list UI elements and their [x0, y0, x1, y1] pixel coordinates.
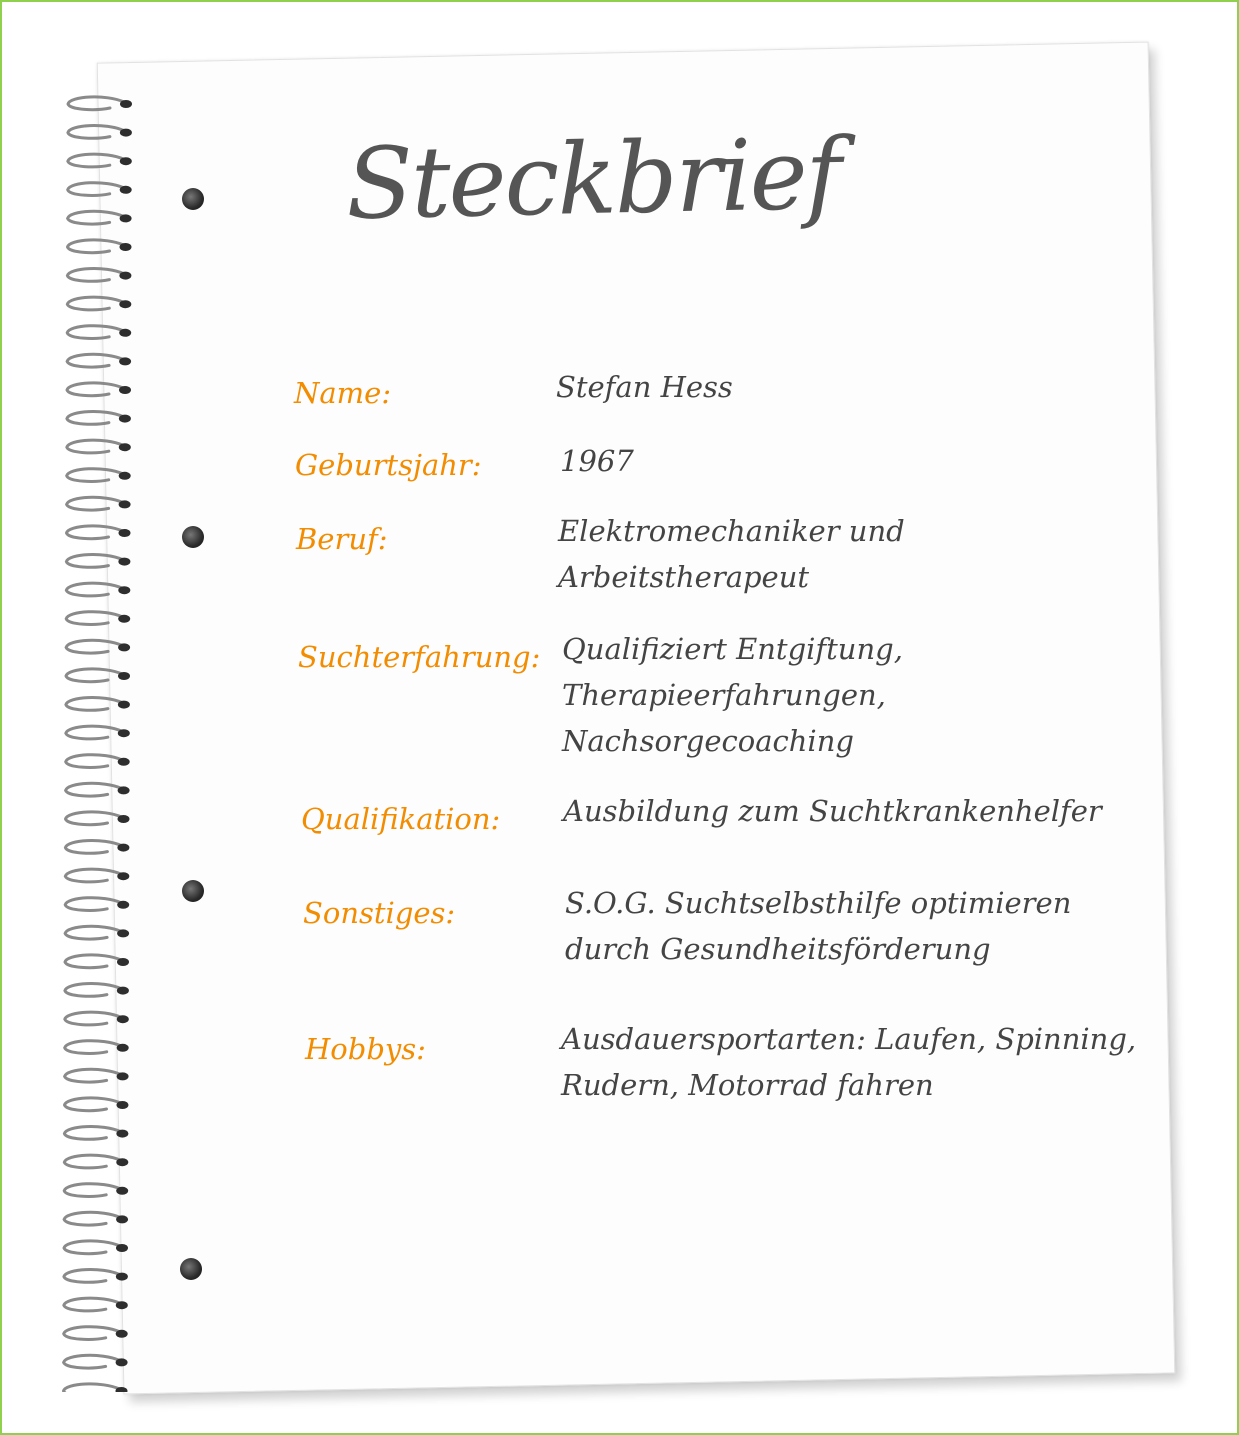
spiral-coil — [66, 555, 122, 568]
spiral-coil-end — [116, 1273, 128, 1281]
spiral-coil-end — [119, 472, 131, 480]
field-value-qualification — [563, 788, 1102, 834]
spiral-coil-end — [117, 958, 129, 966]
field-value-name — [556, 364, 1076, 410]
punch-hole-icon — [180, 1258, 202, 1280]
field-value-line: Qualifiziert Entgiftung, — [562, 632, 903, 666]
spiral-coil — [65, 1012, 121, 1025]
spiral-coil — [65, 955, 121, 968]
spiral-coil — [64, 1212, 120, 1225]
spiral-coil-end — [120, 186, 132, 194]
spiral-coil — [65, 1069, 121, 1082]
field-value-line: 1967 — [560, 444, 634, 478]
spiral-coil-end — [116, 1215, 128, 1223]
spiral-coil-end — [118, 586, 130, 594]
spiral-coil-end — [118, 729, 130, 737]
spiral-coil — [66, 755, 122, 768]
spiral-coil — [66, 612, 122, 625]
spiral-coil-end — [118, 615, 130, 623]
field-value-line: Ausbildung zum Suchtkrankenhelfer — [563, 794, 1102, 828]
spiral-coil-end — [116, 1130, 128, 1138]
spiral-coil — [67, 269, 123, 282]
spiral-coil — [64, 1355, 120, 1368]
spiral-coil — [68, 126, 124, 139]
spiral-coil-end — [116, 1158, 128, 1166]
spiral-coil — [65, 1041, 121, 1054]
field-value-hobbies — [561, 1016, 1137, 1108]
punch-hole-icon — [182, 526, 204, 548]
field-value-line: durch Gesundheitsförderung — [565, 932, 991, 966]
spiral-coil — [66, 726, 122, 739]
spiral-coil — [66, 812, 122, 825]
spiral-coil — [65, 898, 121, 911]
spiral-coil-end — [119, 415, 131, 423]
spiral-coil-end — [116, 1301, 128, 1309]
spiral-coil-end — [118, 558, 130, 566]
field-value-line: Therapieerfahrungen, — [562, 678, 886, 712]
field-label-addiction-experience: Suchterfahrung: — [298, 640, 541, 674]
spiral-coil-end — [118, 786, 130, 794]
spiral-coil-end — [116, 1187, 128, 1195]
spiral-coil — [64, 1241, 120, 1254]
spiral-coil — [64, 1127, 120, 1140]
spiral-coil — [66, 783, 122, 796]
spiral-coil-end — [118, 758, 130, 766]
spiral-coil-end — [116, 1244, 128, 1252]
spiral-coil — [64, 1270, 120, 1283]
spiral-coil-end — [117, 901, 129, 909]
spiral-coil-end — [118, 643, 130, 651]
punch-hole-icon — [182, 880, 204, 902]
field-value-line: Arbeitstherapeut — [558, 560, 810, 594]
spiral-coil-end — [116, 1330, 128, 1338]
spiral-coil — [67, 383, 123, 396]
field-value-line: Elektromechaniker und — [558, 514, 905, 548]
spiral-coil-end — [116, 1358, 128, 1366]
spiral-coil — [65, 926, 121, 939]
spiral-coil — [67, 297, 123, 310]
field-value-line: Nachsorgecoaching — [562, 724, 854, 758]
field-label-qualification: Qualifikation: — [301, 802, 501, 836]
spiral-coil-end — [119, 357, 131, 365]
field-value-line: S.O.G. Suchtselbsthilfe optimieren — [565, 886, 1072, 920]
spiral-coil — [65, 1098, 121, 1111]
spiral-coil — [66, 583, 122, 596]
spiral-coil — [68, 183, 124, 196]
field-label-profession: Beruf: — [296, 522, 388, 556]
field-value-birth-year — [560, 438, 1080, 484]
spiral-coil-end — [120, 157, 132, 165]
spiral-coil-end — [119, 500, 131, 508]
spiral-coil-end — [117, 1044, 129, 1052]
spiral-coil — [65, 869, 121, 882]
spiral-coil — [66, 640, 122, 653]
spiral-coil — [68, 97, 124, 110]
spiral-coil — [67, 526, 123, 539]
spiral-coil-end — [118, 815, 130, 823]
spiral-coil — [67, 469, 123, 482]
spiral-coil-end — [119, 329, 131, 337]
field-label-hobbies: Hobbys: — [305, 1032, 426, 1066]
spiral-coil — [68, 154, 124, 167]
page-title: Steckbrief — [344, 117, 842, 242]
spiral-coil — [64, 1155, 120, 1168]
spiral-coil-end — [117, 987, 129, 995]
spiral-coil-end — [119, 529, 131, 537]
spiral-coil — [64, 1384, 120, 1392]
spiral-coil — [66, 698, 122, 711]
spiral-coil-end — [117, 872, 129, 880]
spiral-coil-end — [120, 129, 132, 137]
spiral-coil — [65, 984, 121, 997]
field-label-other: Sonstiges: — [303, 896, 456, 930]
spiral-coil-end — [117, 1072, 129, 1080]
spiral-coil — [66, 669, 122, 682]
field-label-birth-year: Geburtsjahr: — [295, 448, 482, 482]
field-value-addiction-experience — [562, 626, 1082, 764]
spiral-coil-end — [119, 386, 131, 394]
spiral-coil-end — [117, 844, 129, 852]
spiral-coil — [67, 412, 123, 425]
spiral-coil-end — [117, 1101, 129, 1109]
spiral-coil-end — [120, 243, 132, 251]
punch-hole-icon — [182, 188, 204, 210]
spiral-coil — [64, 1298, 120, 1311]
spiral-coil — [67, 354, 123, 367]
field-value-profession — [558, 508, 1078, 600]
field-value-line: Ausdauersportarten: Laufen, Spinning, — [561, 1022, 1137, 1056]
spiral-coil-end — [119, 443, 131, 451]
spiral-coil-end — [117, 1015, 129, 1023]
spiral-coil — [64, 1327, 120, 1340]
spiral-coil-end — [118, 672, 130, 680]
spiral-coil-end — [119, 272, 131, 280]
spiral-coil — [65, 841, 121, 854]
field-value-other — [565, 880, 1085, 972]
spiral-coil-end — [117, 929, 129, 937]
spiral-coil-end — [120, 214, 132, 222]
spiral-coil — [64, 1184, 120, 1197]
spiral-coil — [67, 326, 123, 339]
field-label-name: Name: — [294, 376, 392, 410]
spiral-coil — [67, 440, 123, 453]
field-value-line: Stefan Hess — [556, 370, 733, 404]
spiral-coil — [68, 240, 124, 253]
spiral-binding-icon — [48, 92, 138, 1392]
spiral-coil-end — [118, 701, 130, 709]
field-value-line: Rudern, Motorrad fahren — [561, 1068, 934, 1102]
spiral-coil — [68, 211, 124, 224]
spiral-coil-end — [120, 100, 132, 108]
spiral-coil — [67, 497, 123, 510]
spiral-coil-end — [119, 300, 131, 308]
